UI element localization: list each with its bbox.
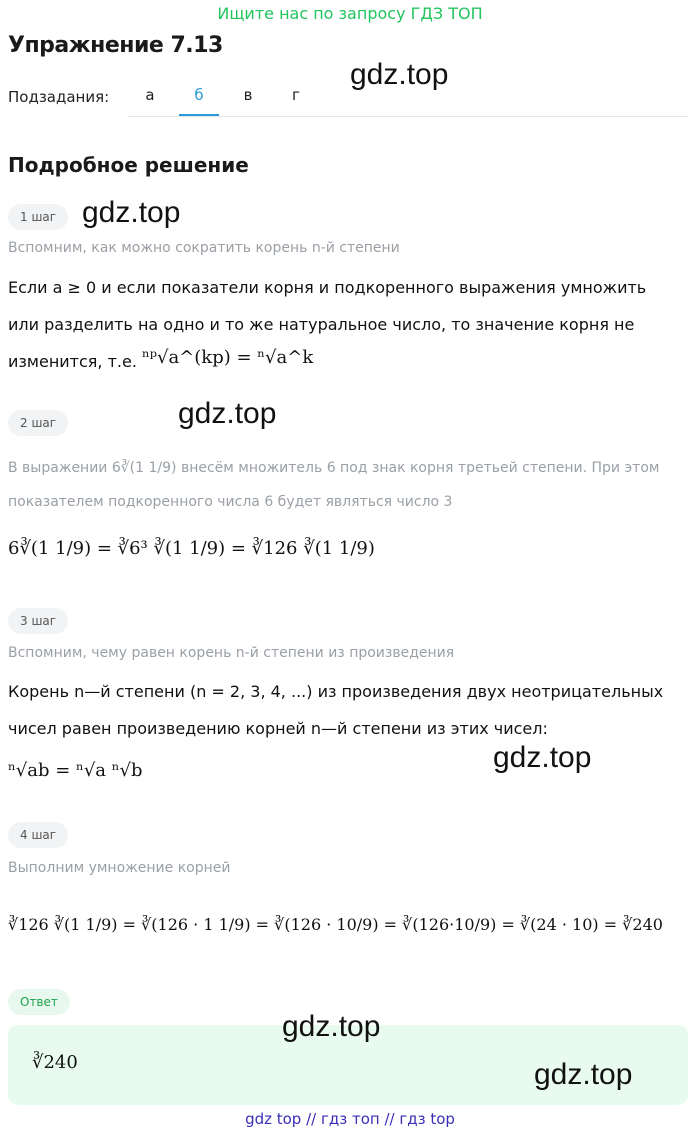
step-1-line-2: или разделить на одно и то же натуральное число, то значение корня не: [8, 315, 635, 334]
step-3-line-2: чисел равен произведению корней n—й степени из этих чисел:: [8, 719, 548, 738]
step-4-badge: 4 шаг: [8, 822, 68, 848]
answer-badge: Ответ: [8, 989, 70, 1015]
tab-v[interactable]: в: [243, 86, 253, 104]
step-2-badge: 2 шаг: [8, 410, 68, 436]
watermark: gdz.top: [82, 196, 181, 229]
step-2-formula: 6∛(1 1/9) = ∛6³ ∛(1 1/9) = ∛126 ∛(1 1/9): [8, 538, 375, 559]
step-3-formula: ⁿ√ab = ⁿ√a ⁿ√b: [8, 760, 143, 781]
step-1-line-3: изменится, т.е.: [8, 352, 137, 371]
step-2-note-2: показателем подкоренного числа 6 будет являться число 3: [8, 494, 453, 510]
solution-heading: Подробное решение: [8, 153, 249, 177]
step-2-note-1: В выражении 6∛(1 1/9) внесём множитель 6 под знак корня третьей степени. При этом: [8, 460, 660, 476]
step-3-note: Вспомним, чему равен корень n-й степени из произведения: [8, 645, 455, 661]
footer-links[interactable]: gdz top // гдз топ // гдз top: [245, 1110, 455, 1128]
answer-value: ∛240: [32, 1052, 78, 1073]
step-3-badge: 3 шаг: [8, 608, 68, 634]
watermark: gdz.top: [178, 397, 277, 430]
step-1-note: Вспомним, как можно сократить корень n-й степени: [8, 240, 400, 256]
tab-g[interactable]: г: [292, 86, 300, 104]
page-title: Упражнение 7.13: [8, 33, 223, 58]
watermark: gdz.top: [493, 741, 592, 774]
search-banner: Ищите нас по запросу ГДЗ ТОП: [217, 4, 483, 23]
step-3-line-1: Корень n—й степени (n = 2, 3, 4, ...) из произведения двух неотрицательных: [8, 682, 664, 701]
step-1-line-1: Если a ≥ 0 и если показатели корня и подкоренного выражения умножить: [8, 278, 647, 297]
subtask-tabs: [128, 76, 688, 117]
tab-a[interactable]: а: [145, 86, 155, 104]
step-1-badge: 1 шаг: [8, 204, 68, 230]
subtasks-label: Подзадания:: [8, 88, 110, 106]
watermark: gdz.top: [282, 1010, 381, 1043]
step-4-note: Выполним умножение корней: [8, 860, 231, 876]
step-4-formula: ∛126 ∛(1 1/9) = ∛(126 · 1 1/9) = ∛(126 · 10/9) = ∛(126·10/9) = ∛(24 · 10) = ∛240: [8, 915, 663, 934]
step-1-formula: ⁿᵖ√a^(kp) = ⁿ√a^k: [142, 347, 314, 368]
tab-b[interactable]: б: [179, 86, 219, 116]
watermark: gdz.top: [350, 58, 449, 91]
watermark: gdz.top: [534, 1058, 633, 1091]
